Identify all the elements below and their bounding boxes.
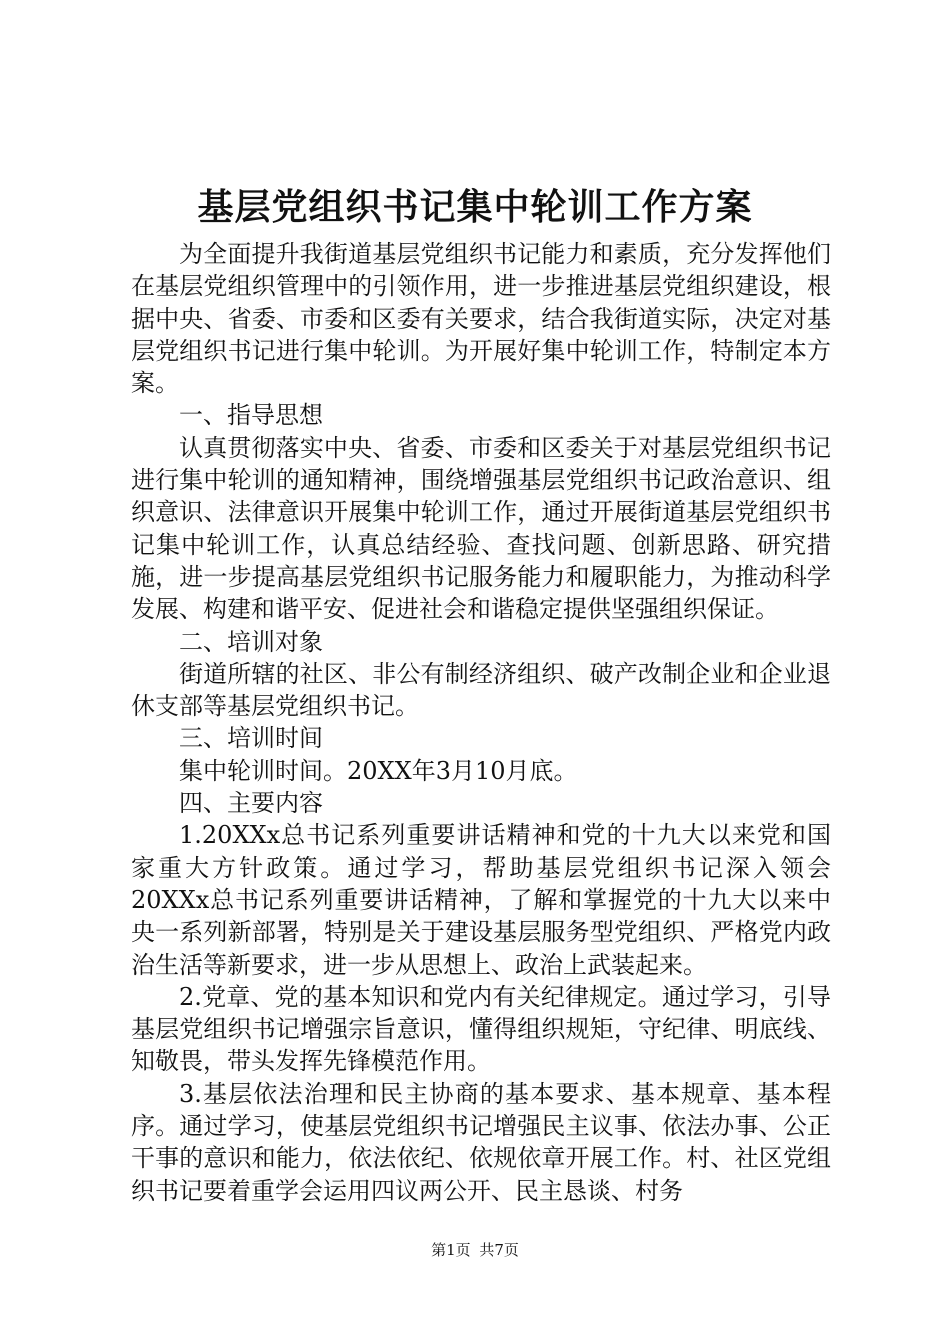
page-footer [0,1240,950,1260]
guiding-ideology-paragraph: 认真贯彻落实中央、省委、市委和区委关于对基层党组织书记进行集中轮训的通知精神，围绕增强基层党组织书记政治意识、组织意识、法律意识开展集中轮训工作，通过开展街道基层党组织书记集中轮训工作，认真总结经验、查找问题、创新思路、研究措施，进一步提高基层党组织书记服务能力和履职能力，为推动科学发展、构建和谐平安、促进社会和谐稳定提供坚强组织保证。 [131,433,831,624]
section-heading-main-content: 四、主要内容 [179,789,323,818]
content-item-1: 1.20XXx总书记系列重要讲话精神和党的十九大以来党和国家重大方针政策。通过学习，帮助基层党组织书记深入领会20XXx总书记系列重要讲话精神，了解和掌握党的十九大以来中央一系列新部署，特别是关于建设基层服务型党组织、严格党内政治生活等新要求，进一步从思想上、政治上武装起来。 [131,821,831,979]
content-item-2: 2.党章、党的基本知识和党内有关纪律规定。通过学习，引导基层党组织书记增强宗旨意识，懂得组织规矩，守纪律、明底线、知敬畏，带头发挥先锋模范作用。 [131,982,831,1076]
page-number: 第1页 [431,1241,471,1259]
training-targets-paragraph: 街道所辖的社区、非公有制经济组织、破产改制企业和企业退休支部等基层党组织书记。 [131,659,831,721]
document-body [131,238,831,1207]
content-item-3: 3.基层依法治理和民主协商的基本要求、基本规章、基本程序。通过学习，使基层党组织书记增强民主议事、依法办事、公正干事的意识和能力，依法依纪、依规依章开展工作。村、社区党组织书记要着重学会运用四议两公开、民主恳谈、村务 [131,1079,831,1205]
section-heading-training-time: 三、培训时间 [179,724,323,753]
intro-paragraph: 为全面提升我街道基层党组织书记能力和素质，充分发挥他们在基层党组织管理中的引领作用，进一步推进基层党组织建设，根据中央、省委、市委和区委有关要求，结合我街道实际，决定对基层党组织书记进行集中轮训。为开展好集中轮训工作，特制定本方案。 [131,240,831,398]
training-time-paragraph: 集中轮训时间。20XX年3月10月底。 [179,756,578,785]
page-total: 共7页 [479,1241,519,1259]
section-heading-training-targets: 二、培训对象 [179,627,323,656]
section-heading-guiding-ideology: 一、指导思想 [179,401,323,430]
document-title: 基层党组织书记集中轮训工作方案 [197,186,753,228]
